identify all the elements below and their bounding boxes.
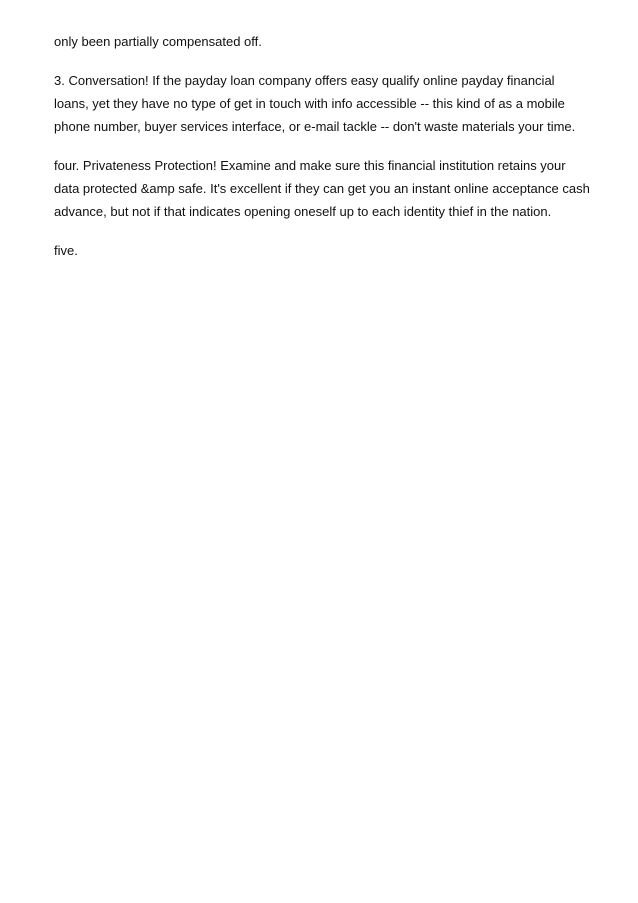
document-body [54,30,594,278]
paragraph-conversation [54,69,594,138]
text-line: advance, but not if that indicates opening oneself up to each identity thief in the nation. [54,204,552,219]
paragraph-privacy-protection [54,154,594,223]
text-line: five. [54,243,78,258]
text-line: only been partially compensated off. [54,34,262,49]
text-line: loans, yet they have no type of get in touch with info accessible -- this kind of as a mobile [54,96,565,111]
text-line: 3. Conversation! If the payday loan company offers easy qualify online payday financial [54,73,555,88]
paragraph-compensated [54,30,594,53]
paragraph-five [54,239,594,262]
text-line: four. Privateness Protection! Examine and make sure this financial institution retains your [54,158,566,173]
text-line: phone number, buyer services interface, or e-mail tackle -- don't waste materials your time. [54,119,576,134]
text-line: data protected &amp safe. It's excellent if they can get you an instant online acceptance cash [54,181,590,196]
